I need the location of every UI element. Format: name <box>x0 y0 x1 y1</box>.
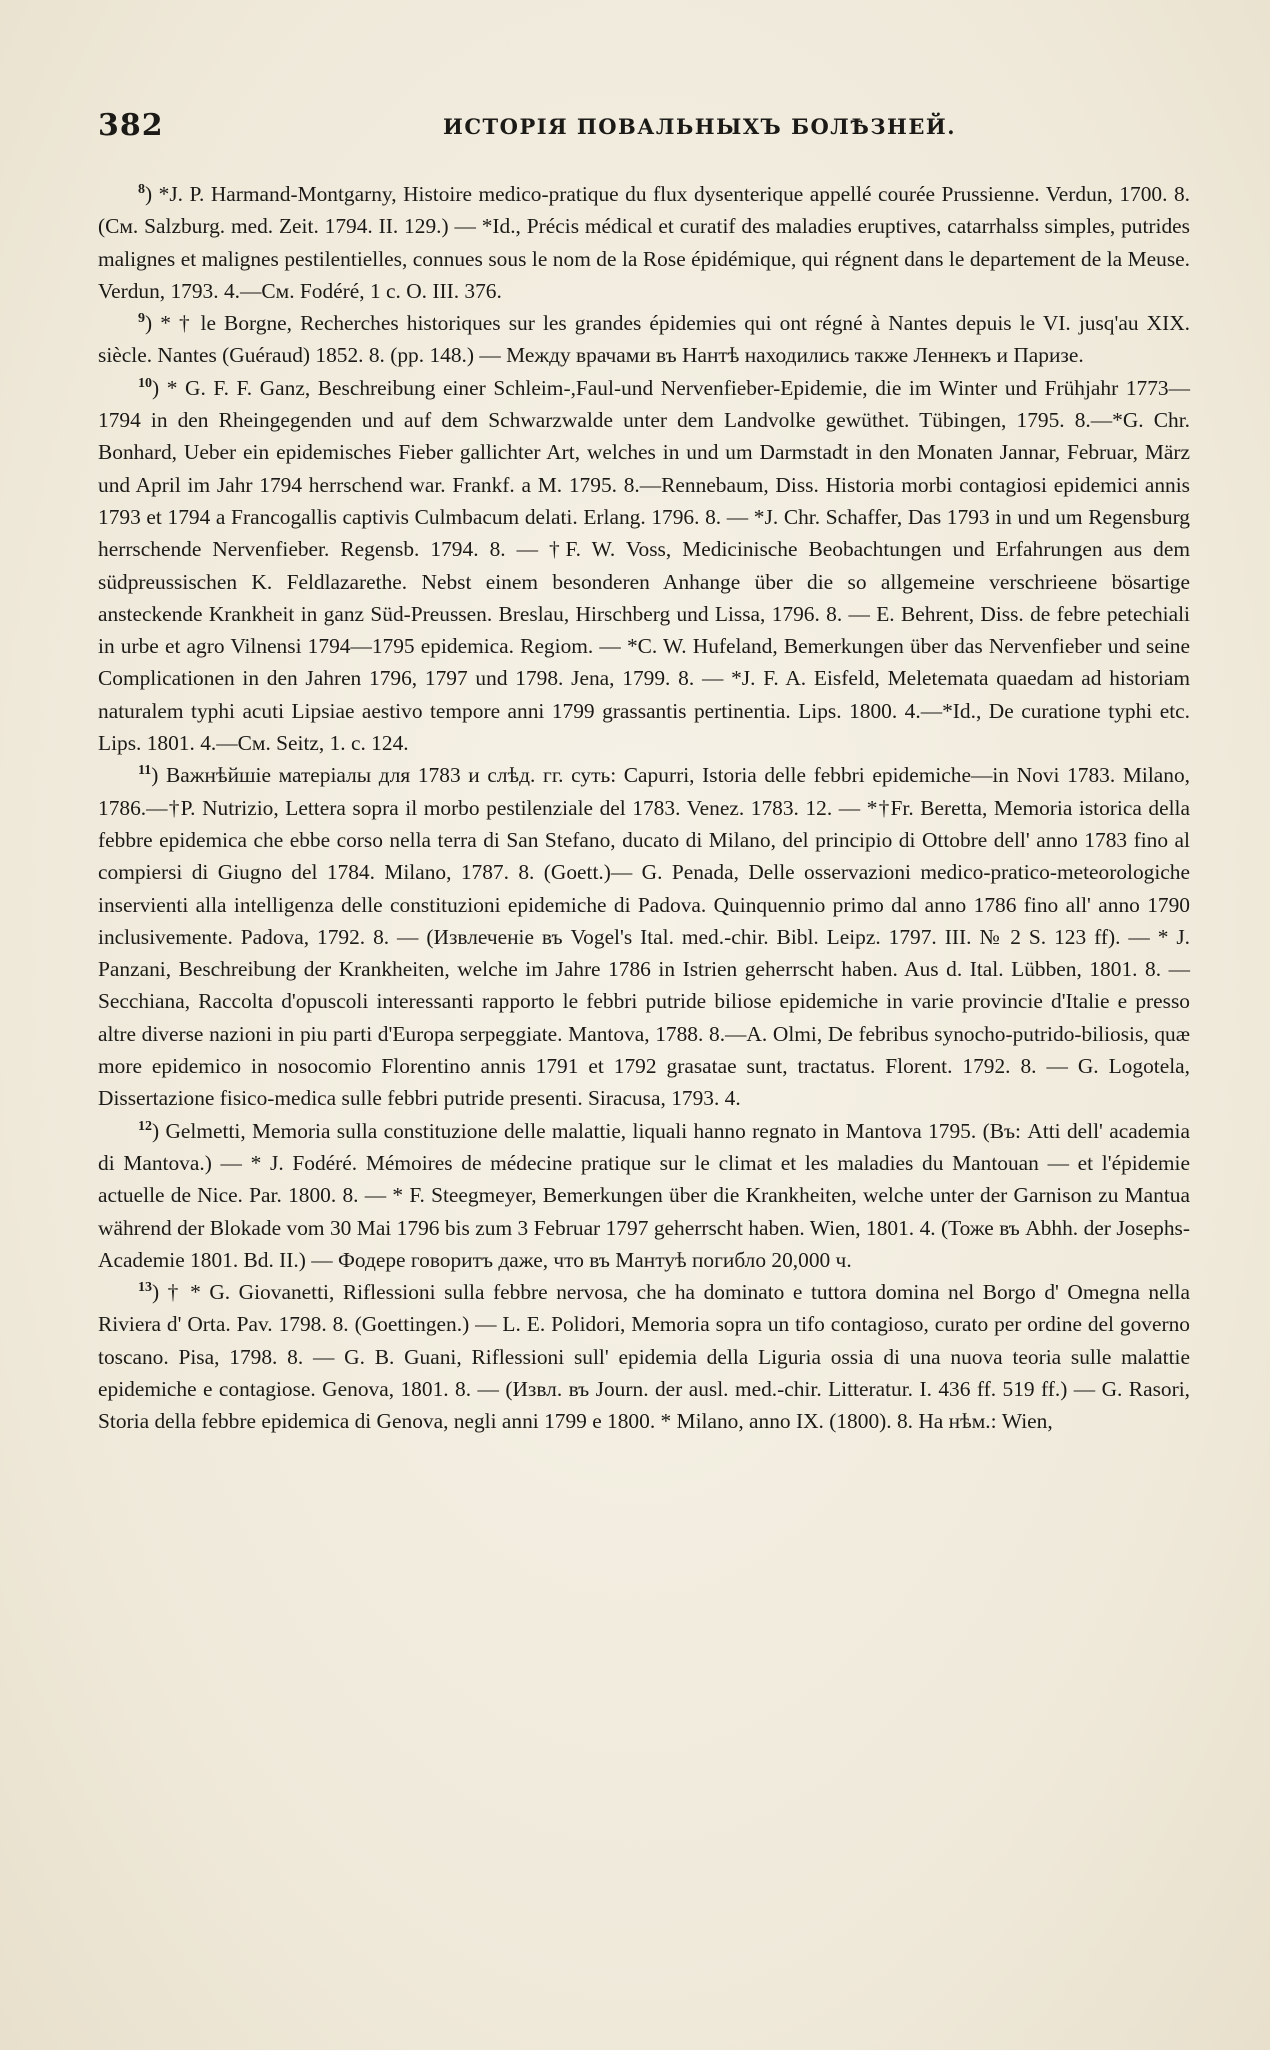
footnote-marker: 10 <box>138 375 152 391</box>
footnote-marker: 9 <box>138 311 145 327</box>
footnote-13 <box>98 1276 1190 1437</box>
footnote-11 <box>98 759 1190 1114</box>
running-title: ИСТОРІЯ ПОВАЛЬНЫХЪ БОЛѢЗНЕЙ. <box>443 114 957 139</box>
footnote-10 <box>98 372 1190 760</box>
footnote-text: ) † * G. Giovanetti, Riflessioni sulla febbre nervosa, che ha dominato e tuttora domina nel Borgo d' Omegna nella Riviera d' Orta. Pav. 1798. 8. (Goettingen.) — L. E. Polidori, Memoria sopra un tifo contagioso, curato per ordine del governo toscano. Pisa, 1798. 8. — G. B. Guani, Riflessioni sull' epidemia della Liguria ossia di una nuova teoria sulle malattie epidemiche e contagiose. Genova, 1801. 8. — (Извл. въ Journ. der ausl. med.-chir. Litteratur. I. 436 ff. 519 ff.) — G. Rasori, Storia della febbre epidemica di Genova, negli anni 1799 e 1800. * Milano, anno IX. (1800). 8. На нѣм.: Wien, <box>98 1280 1190 1434</box>
page-number: 382 <box>98 108 164 143</box>
page-header <box>98 108 1190 148</box>
footnotes <box>98 178 1190 1438</box>
footnote-text: ) * † le Borgne, Recherches historiques sur les grandes épidemies qui ont régné à Nantes depuis le VI. jusq'au XIX. siècle. Nantes (Guéraud) 1852. 8. (pp. 148.) — Между врачами въ Нантѣ находились также Леннекъ и Паризе. <box>98 311 1190 368</box>
footnote-text: ) Важнѣйшіе матеріалы для 1783 и слѣд. гг. суть: Capurri, Istoria delle febbri epidemiche—in Novi 1783. Milano, 1786.—†P. Nutrizio, Lettera sopra il morbo pestilenziale del 1783. Venez. 1783. 12. — *†Fr. Beretta, Memoria istorica della febbre epidemica che ebbe corso nella terra di San Stefano, ducato di Milano, del principio di Ottobre dell' anno 1783 fino al compiersi di Giugno del 1784. Milano, 1787. 8. (Goett.)— G. Penada, Delle osservazioni medico-pratico-meteorologiche inservienti alla intelligenza delle constituzioni epidemiche di Padova. Quinquennio primo dal anno 1786 fino all' anno 1790 inclusivemente. Padova, 1792. 8. — (Извлеченіе въ Vogel's Ital. med.-chir. Bibl. Leipz. 1797. III. № 2 S. 123 ff). — * J. Panzani, Beschreibung der Krankheiten, welche im Jahre 1786 in Istrien geherrscht haben. Aus d. Ital. Lübben, 1801. 8. — Secchiana, Raccolta d'opuscoli interessanti rapporto le febbri putride biliose epidemiche in varie provincie d'Italie e presso altre diverse nazioni in piu parti d'Europa serpeggiate. Mantova, 1788. 8.—A. Olmi, De febribus synocho-putrido-biliosis, quæ more epidemico in nosocomio Florentino annis 1791 et 1792 grasatae sunt, tractatus. Florent. 1792. 8. — G. Logotela, Dissertazione fisico-medica sulle febbri putride presenti. Siracusa, 1793. 4. <box>98 763 1190 1111</box>
footnote-text: ) Gelmetti, Memoria sulla constituzione delle malattie, liquali hanno regnato in Mantova 1795. (Въ: Atti dell' academia di Mantova.) — * J. Fodéré. Mémoires de médecine pratique sur le climat et les maladies du Mantouan — et l'épidemie actuelle de Nice. Par. 1800. 8. — * F. Steegmeyer, Bemerkungen über die Krankheiten, welche unter der Garnison zu Mantua während der Blokade vom 30 Mai 1796 bis zum 3 Februar 1797 geherrscht haben. Wien, 1801. 4. (Тоже въ Abhh. der Josephs-Academie 1801. Bd. II.) — Фодере говоритъ даже, что въ Мантуѣ погибло 20,000 ч. <box>98 1118 1190 1272</box>
footnote-text: ) *J. P. Harmand-Montgarny, Histoire medico-pratique du flux dysenterique appellé courée Prussienne. Verdun, 1700. 8. (См. Salzburg. med. Zeit. 1794. II. 129.) — *Id., Précis médical et curatif des maladies eruptives, catarrhalss simples, putrides malignes et malignes pestilentielles, connues sous le nom de la Rose épidémique, qui régnent dans le departement de la Meuse. Verdun, 1793. 4.—См. Fodéré, 1 c. O. III. 376. <box>98 182 1190 303</box>
footnote-9 <box>98 307 1190 372</box>
footnote-marker: 13 <box>138 1279 152 1295</box>
footnote-12 <box>98 1115 1190 1276</box>
footnote-8 <box>98 178 1190 307</box>
footnote-marker: 11 <box>138 763 152 779</box>
footnote-text: ) * G. F. F. Ganz, Beschreibung einer Schleim-,Faul-und Nervenfieber-Epidemie, die im Winter und Frühjahr 1773—1794 in den Rheingegenden und auf dem Schwarzwalde unter dem Landvolke gewüthet. Tübingen, 1795. 8.—*G. Chr. Bonhard, Ueber ein epidemisches Fieber gallichter Art, welches in und um Darmstadt in den Monaten Jannar, Februar, März und April im Jahr 1794 herrschend war. Frankf. a M. 1795. 8.—Rennebaum, Diss. Historia morbi contagiosi epidemici annis 1793 et 1794 a Francogallis captivis Culmbacum delati. Erlang. 1796. 8. — *J. Chr. Schaffer, Das 1793 in und um Regensburg herrschende Nervenfieber. Regensb. 1794. 8. — †F. W. Voss, Medicinische Beobachtungen und Erfahrungen aus dem südpreussischen K. Feldlazarethe. Nebst einem besonderen Anhange über die so allgemeine verschrieene bösartige ansteckende Krankheit in ganz Süd-Preussen. Breslau, Hirschberg und Lissa, 1796. 8. — E. Behrent, Diss. de febre petechiali in urbe et agro Vilnensi 1794—1795 epidemica. Regiom. — *C. W. Hufeland, Bemerkungen über das Nervenfieber und seine Complicationen in den Jahren 1796, 1797 und 1798. Jena, 1799. 8. — *J. F. A. Eisfeld, Meletemata quaedam ad historiam naturalem typhi acuti Lipsiae aestivo tempore anni 1799 grassantis pertinentia. Lips. 1800. 4.—*Id., De curatione typhi etc. Lips. 1801. 4.—См. Seitz, 1. c. 124. <box>98 375 1190 756</box>
footnote-marker: 12 <box>138 1118 152 1134</box>
footnote-marker: 8 <box>138 181 145 197</box>
